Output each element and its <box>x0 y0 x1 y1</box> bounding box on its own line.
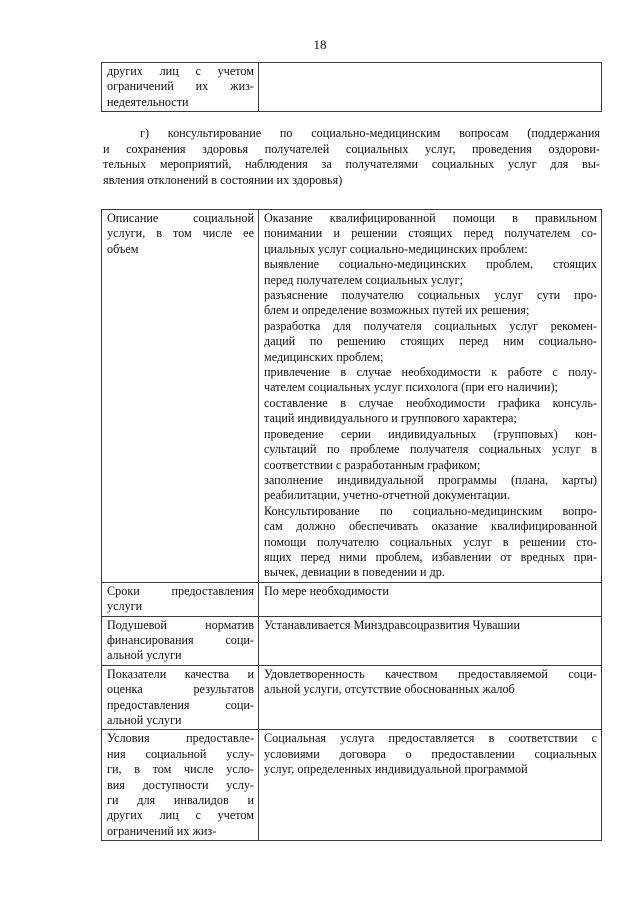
table-cell-value <box>259 210 602 583</box>
table-cell-label <box>102 210 259 583</box>
cell-line: Сроки предоставления <box>107 583 254 598</box>
heading-line: явления отклонений в состоянии их здоровья) <box>103 172 343 187</box>
cell-line: блем и определение возможных путей их решения; <box>264 303 530 318</box>
cell-line: услуг, определенных индивидуальной программой <box>264 762 528 777</box>
heading-line: г) консультирование по социально-медицинским вопросам (поддержания <box>140 126 600 140</box>
section-heading <box>103 126 600 188</box>
cell-line: услуги, в том числе ее <box>107 226 254 241</box>
cell-line: ограничений их жиз- <box>107 79 254 94</box>
service-table-body <box>102 210 602 841</box>
cell-line: сультаций по проблеме получателя социальных услуг в <box>264 442 597 457</box>
cell-line: оценка результатов <box>107 682 254 697</box>
cell-line: альной услуги, отсутствие обоснованных жалоб <box>264 682 515 697</box>
cell-line: разъяснение получателю социальных услуг сути про- <box>264 288 597 303</box>
cell-line: чателем социальных услуг психолога (при его наличии); <box>264 380 558 395</box>
cell-line: финансирования соци- <box>107 632 254 647</box>
service-table <box>101 209 602 841</box>
table-cell-value <box>259 616 602 665</box>
cell-line: ящих перед ними проблем, избавлении от вредных при- <box>264 549 597 564</box>
heading-line: тельных мероприятий, наблюдения за получателями социальных услуг для вы- <box>103 157 600 172</box>
cell-line: сам должно обеспечивать оказание квалифицированной <box>264 519 597 534</box>
cell-line: других лиц с учетом <box>107 808 254 823</box>
cell-line: соответствии с разработанным графиком; <box>264 457 481 472</box>
heading-line: и сохранения здоровья получателей социальных услуг, проведения оздорови- <box>103 141 600 156</box>
cell-line: предоставления соци- <box>107 697 254 712</box>
table-cell-label <box>102 582 259 616</box>
table-cell-label <box>102 616 259 665</box>
cell-line: составление в случае необходимости графика консуль- <box>264 395 597 410</box>
table-cell-value <box>259 63 602 112</box>
cell-line: условиями договора о предоставлении социальных <box>264 746 597 761</box>
cell-line: вычек, девиации в поведении и др. <box>264 565 445 580</box>
table-row <box>102 616 602 665</box>
cell-line: реабилитации, учетно-отчетной документации. <box>264 488 510 503</box>
cell-line: ограничений их жиз- <box>107 823 217 838</box>
cell-line: Условия предоставле- <box>107 731 254 746</box>
cell-line: объем <box>107 241 139 256</box>
cell-line: других лиц с учетом <box>107 64 254 78</box>
table-row <box>102 63 602 112</box>
cell-line: По мере необходимости <box>264 583 389 598</box>
table-row <box>102 730 602 841</box>
cell-line: медицинских проблем; <box>264 349 384 364</box>
cell-line: Устанавливается Минздравсоцразвития Чувашии <box>264 617 520 632</box>
cell-line: услуги <box>107 599 143 614</box>
table-cell-label <box>102 63 259 112</box>
table-cell-value <box>259 730 602 841</box>
cell-line: проведение серии индивидуальных (групповых) кон- <box>264 426 597 441</box>
cell-line: Социальная услуга предоставляется в соответствии с <box>264 731 597 746</box>
cell-line: Консультирование по социально-медицинским вопро- <box>264 503 597 518</box>
continued-table <box>101 62 602 112</box>
cell-line: понимании и решении стоящих перед получателем со- <box>264 226 597 241</box>
table-cell-value <box>259 665 602 730</box>
cell-line: Удовлетворенность качеством предоставляемой соци- <box>264 666 597 681</box>
cell-line: альной услуги <box>107 713 182 727</box>
cell-line: циальных услуг социально-медицинских проблем: <box>264 241 528 256</box>
cell-line: Подушевой норматив <box>107 617 254 632</box>
cell-line: даций по решению стоящих перед ним социально- <box>264 334 597 349</box>
cell-line: ги для инвалидов и <box>107 793 254 808</box>
table-row <box>102 210 602 583</box>
cell-line: альной услуги <box>107 648 182 663</box>
cell-line: Описание социальной <box>107 211 254 225</box>
cell-line: таций индивидуального и группового характера; <box>264 411 517 426</box>
cell-line: Показатели качества и <box>107 666 254 681</box>
cell-line: ния социальной услу- <box>107 746 254 761</box>
table-row <box>102 582 602 616</box>
cell-line: вия доступности услу- <box>107 777 254 792</box>
cell-line: помощи получателю социальных услуг в решении сто- <box>264 534 597 549</box>
cell-line: выявление социально-медицинских проблем, стоящих <box>264 257 597 272</box>
table-row <box>102 665 602 730</box>
cell-line: недеятельности <box>107 94 189 109</box>
table-cell-label <box>102 665 259 730</box>
table-cell-label <box>102 730 259 841</box>
cell-line: Оказание квалифицированной помощи в правильном <box>264 211 597 225</box>
cell-line: разработка для получателя социальных услуг рекомен- <box>264 318 597 333</box>
table-cell-value <box>259 582 602 616</box>
cell-line: заполнение индивидуальной программы (плана, карты) <box>264 472 597 487</box>
cell-line: ги, в том числе усло- <box>107 762 254 777</box>
cell-line: перед получателем социальных услуг; <box>264 272 463 287</box>
page-number: 18 <box>313 37 327 52</box>
cell-line: привлечение в случае необходимости к работе с полу- <box>264 365 597 380</box>
